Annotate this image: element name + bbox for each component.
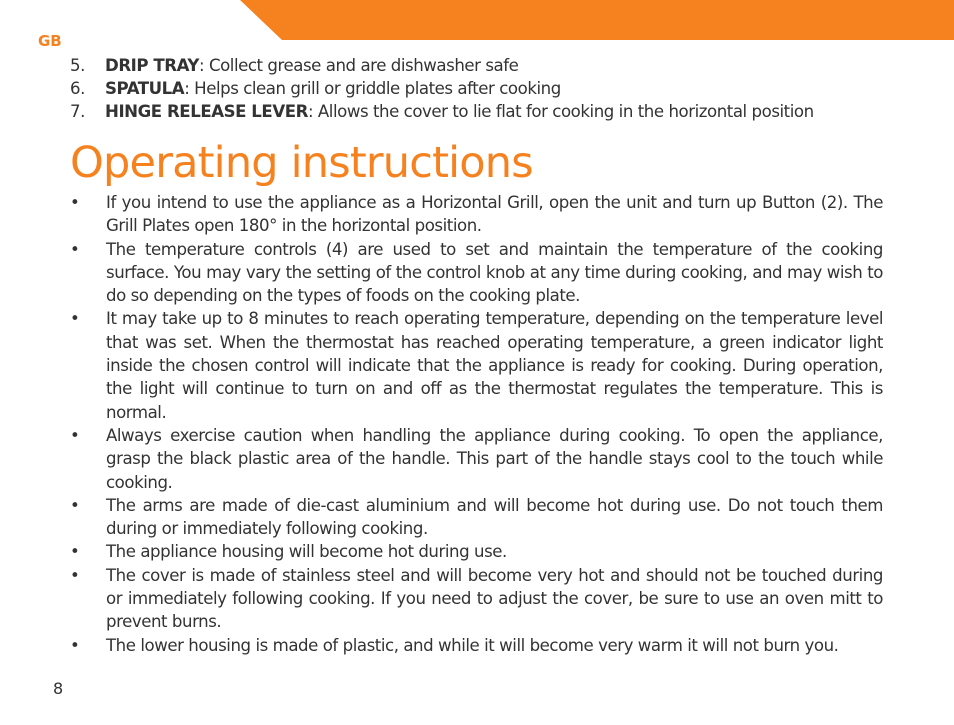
language-code: GB xyxy=(38,32,62,50)
item-number: 6. xyxy=(70,79,85,98)
instruction-item xyxy=(70,494,883,541)
parts-list-item xyxy=(70,77,930,100)
instruction-item xyxy=(70,191,883,238)
instruction-item xyxy=(70,238,883,308)
instruction-item xyxy=(70,307,883,423)
bullet-icon: • xyxy=(70,239,80,259)
part-name: SPATULA xyxy=(105,79,185,98)
section-title: Operating instructions xyxy=(70,138,533,188)
part-description: : Helps clean grill or griddle plates after cooking xyxy=(184,79,561,98)
bullet-icon: • xyxy=(70,309,80,329)
instruction-item xyxy=(70,424,883,494)
part-description: : Allows the cover to lie flat for cooking in the horizontal position xyxy=(307,102,814,121)
bullet-icon: • xyxy=(70,635,80,655)
instruction-item xyxy=(70,540,883,563)
bullet-icon: • xyxy=(70,425,80,445)
part-description: : Collect grease and are dishwasher safe xyxy=(198,56,519,75)
instruction-text: It may take up to 8 minutes to reach operating temperature, depending on the temperature level that was set. When the thermostat has reached operating temperature, a green indicator light inside the chosen control will indicate that the appliance is ready for cooking. During operation, the light will continue to turn on and off as the thermostat regulates the temperature. This is normal. xyxy=(106,309,883,422)
bullet-icon: • xyxy=(70,565,80,585)
bullet-icon: • xyxy=(70,542,80,562)
instruction-item xyxy=(70,634,883,657)
parts-list-item xyxy=(70,54,930,77)
header-band xyxy=(0,0,954,40)
item-number: 5. xyxy=(70,56,85,75)
instruction-text: The cover is made of stainless steel and will become very hot and should not be touched during or immediately following cooking. If you need to adjust the cover, be sure to use an oven mitt to prevent burns. xyxy=(106,565,883,632)
instruction-text: Always exercise caution when handling the appliance during cooking. To open the appliance, grasp the black plastic area of the handle. This part of the handle stays cool to the touch while cooking. xyxy=(106,425,883,492)
item-number: 7. xyxy=(70,102,85,121)
instruction-text: The appliance housing will become hot during use. xyxy=(106,542,507,562)
parts-list-item xyxy=(70,100,930,123)
page-number: 8 xyxy=(53,679,64,698)
instruction-text: The temperature controls (4) are used to set and maintain the temperature of the cooking surface. You may vary the setting of the control knob at any time during cooking, and may wish to do so depending on the types of foods on the cooking plate. xyxy=(106,239,883,306)
instructions-list xyxy=(70,191,883,657)
part-name: HINGE RELEASE LEVER xyxy=(105,102,308,121)
bullet-icon: • xyxy=(70,495,80,515)
bullet-icon: • xyxy=(70,193,80,212)
parts-list xyxy=(70,54,930,123)
instruction-text: The lower housing is made of plastic, and while it will become very warm it will not burn you. xyxy=(106,635,839,655)
part-name: DRIP TRAY xyxy=(105,56,199,75)
instruction-text: If you intend to use the appliance as a Horizontal Grill, open the unit and turn up Button (2). The Grill Plates open 180° in the horizontal position. xyxy=(106,193,883,236)
instruction-text: The arms are made of die-cast aluminium and will become hot during use. Do not touch them during or immediately following cooking. xyxy=(106,495,883,539)
instruction-item xyxy=(70,564,883,634)
